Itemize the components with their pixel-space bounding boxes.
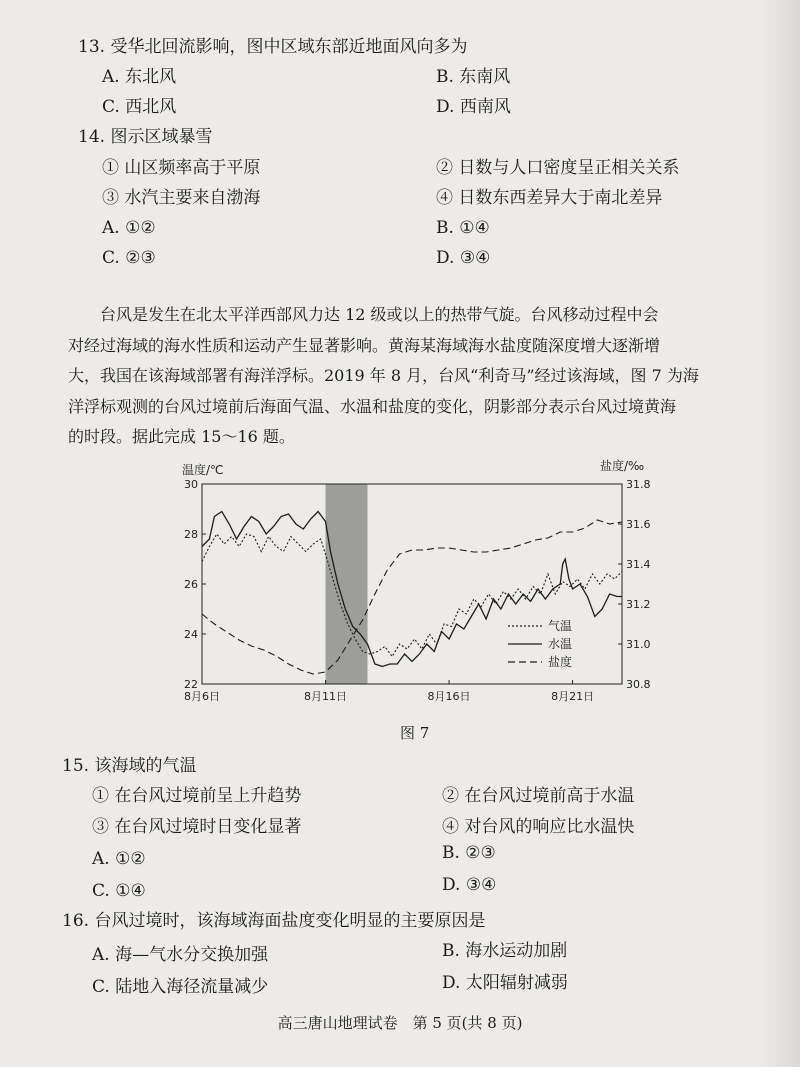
q16-option-c: C. 陆地入海径流量减少	[92, 977, 269, 997]
figure-caption: 图 7	[400, 724, 430, 742]
y-left-tick-label: 24	[184, 628, 198, 641]
page-edge-shadow	[760, 0, 800, 1067]
passage-line-1: 台风是发生在北太平洋西部风力达 12 级或以上的热带气旋。台风移动过程中会	[100, 305, 659, 324]
y-left-axis-label: 温度/℃	[182, 463, 224, 477]
q15-stem: 15. 该海域的气温	[62, 756, 197, 776]
q16-option-d: D. 太阳辐射减弱	[442, 973, 568, 993]
legend-label: 盐度	[548, 655, 573, 669]
y-right-axis-label: 盐度/‰	[600, 459, 645, 473]
q14-option-c: C. ②③	[102, 248, 156, 268]
q15-statement-4: ④ 对台风的响应比水温快	[442, 817, 635, 837]
page-footer: 高三唐山地理试卷 第 5 页(共 8 页)	[277, 1014, 523, 1032]
passage-line-4: 洋浮标观测的台风过境前后海面气温、水温和盐度的变化，阴影部分表示台风过境黄海	[68, 396, 677, 416]
q15-option-b: B. ②③	[442, 843, 496, 863]
q14-statement-2: ② 日数与人口密度呈正相关关系	[436, 158, 680, 178]
q15-option-a: A. ①②	[92, 849, 146, 869]
typhoon-shaded-period	[326, 484, 368, 684]
y-left-tick-label: 30	[184, 478, 198, 491]
plot-frame	[202, 484, 622, 684]
y-left-tick-label: 22	[184, 678, 198, 691]
y-right-tick-label: 31.6	[626, 518, 650, 531]
q16-option-b: B. 海水运动加剧	[442, 941, 568, 961]
y-left-tick-label: 26	[184, 578, 198, 591]
passage-line-2: 对经过海域的海水性质和运动产生显著影响。黄海某海域海水盐度随深度增大逐渐增	[68, 335, 661, 355]
q13-option-b: B. 东南风	[436, 67, 511, 87]
legend-label: 气温	[548, 619, 573, 633]
q13-option-c: C. 西北风	[102, 97, 177, 117]
q16-stem: 16. 台风过境时，该海域海面盐度变化明显的主要原因是	[62, 911, 486, 931]
q14-statement-4: ④ 日数东西差异大于南北差异	[436, 188, 663, 208]
x-tick-label: 8月16日	[427, 690, 471, 703]
y-right-tick-label: 31.8	[626, 478, 650, 491]
q14-statement-1: ① 山区频率高于平原	[102, 158, 261, 178]
passage-line-3: 大，我国在该海域部署有海洋浮标。2019 年 8 月，台风“利奇马”经过该海域，图 7 为海	[68, 366, 699, 385]
y-right-tick-label: 31.4	[626, 558, 650, 571]
y-left-tick-label: 28	[184, 528, 198, 541]
figure-7-chart	[160, 456, 650, 708]
q13-option-d: D. 西南风	[436, 97, 511, 117]
y-right-tick-label: 31.2	[626, 598, 650, 611]
y-right-tick-label: 31.0	[626, 638, 650, 651]
legend-label: 水温	[548, 637, 573, 651]
q15-statement-2: ② 在台风过境前高于水温	[442, 786, 635, 806]
q15-option-d: D. ③④	[442, 875, 497, 895]
typhoon-passage	[68, 300, 758, 453]
passage-line-5: 的时段。据此完成 15～16 题。	[68, 427, 295, 446]
q14-option-a: A. ①②	[102, 218, 156, 238]
q15-statement-3: ③ 在台风过境时日变化显著	[92, 817, 302, 837]
q13-option-a: A. 东北风	[102, 67, 177, 87]
q14-option-b: B. ①④	[436, 218, 490, 238]
q16-option-a: A. 海—气水分交换加强	[92, 945, 269, 965]
q15-statement-1: ① 在台风过境前呈上升趋势	[92, 786, 302, 806]
q13-stem: 13. 受华北回流影响，图中区域东部近地面风向多为	[78, 37, 468, 57]
x-tick-label: 8月21日	[551, 690, 595, 703]
x-tick-label: 8月11日	[304, 690, 348, 703]
q14-option-d: D. ③④	[436, 248, 491, 268]
q14-statement-3: ③ 水汽主要来自渤海	[102, 188, 261, 208]
x-tick-label: 8月6日	[184, 690, 220, 703]
q14-stem: 14. 图示区域暴雪	[78, 127, 213, 147]
y-right-tick-label: 30.8	[626, 678, 650, 691]
chart-svg	[160, 456, 650, 708]
q15-option-c: C. ①④	[92, 881, 146, 901]
